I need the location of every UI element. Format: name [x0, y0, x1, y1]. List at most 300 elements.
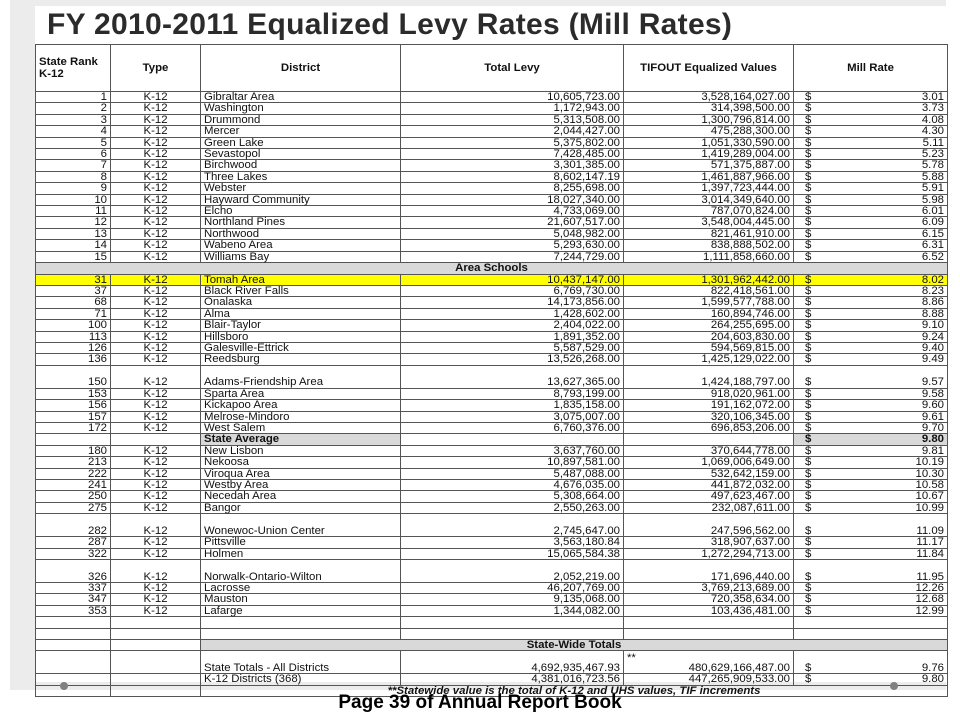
- total-levy-cell: 8,793,199.00: [401, 388, 624, 399]
- table-row: [36, 605, 948, 616]
- tifout-cell: 594,569,815.00: [624, 342, 794, 353]
- table-row: [36, 103, 948, 114]
- total-levy-cell: 8,255,698.00: [401, 183, 624, 194]
- district-cell: Birchwood: [201, 160, 401, 171]
- table-row: [36, 183, 948, 194]
- type-cell: K-12: [111, 126, 201, 137]
- total-levy-cell: 6,760,376.00: [401, 422, 624, 433]
- rank-cell: 37: [36, 285, 111, 296]
- type-cell: K-12: [111, 583, 201, 594]
- rank-cell: 1: [36, 92, 111, 103]
- total-levy-cell: 46,207,769.00: [401, 583, 624, 594]
- page-title: FY 2010-2011 Equalized Levy Rates (Mill Rates): [35, 6, 947, 44]
- district-cell: Galesville-Ettrick: [201, 342, 401, 353]
- tifout-cell: 838,888,502.00: [624, 240, 794, 251]
- district-cell: Mauston: [201, 594, 401, 605]
- mill-rate-cell: $ 8.88: [794, 308, 948, 319]
- mill-rate-cell: $ 11.95: [794, 560, 948, 583]
- rank-cell: 250: [36, 491, 111, 502]
- type-cell: K-12: [111, 160, 201, 171]
- district-cell: Williams Bay: [201, 251, 401, 262]
- total-levy-cell: 13,627,365.00: [401, 365, 624, 388]
- district-cell: Gibraltar Area: [201, 92, 401, 103]
- rank-cell: 71: [36, 308, 111, 319]
- tifout-cell: 232,087,611.00: [624, 502, 794, 513]
- mill-rate-cell: $ 9.24: [794, 331, 948, 342]
- district-cell: Necedah Area: [201, 491, 401, 502]
- district-cell: Bangor: [201, 502, 401, 513]
- rank-cell: 3: [36, 114, 111, 125]
- tifout-cell: 1,425,129,022.00: [624, 354, 794, 365]
- total-levy-cell: 9,135,068.00: [401, 594, 624, 605]
- rank-cell: 156: [36, 400, 111, 411]
- rank-cell: 213: [36, 457, 111, 468]
- district-cell: Lacrosse: [201, 583, 401, 594]
- district-cell: Drummond: [201, 114, 401, 125]
- mill-rate-cell: $ 10.58: [794, 480, 948, 491]
- district-cell: Alma: [201, 308, 401, 319]
- mill-rate-cell: $ 11.84: [794, 548, 948, 559]
- blank-row: [36, 617, 948, 628]
- table-row: [36, 422, 948, 433]
- mill-rate-cell: $ 5.88: [794, 171, 948, 182]
- table-row: [36, 400, 948, 411]
- tifout-cell: 3,769,213,689.00: [624, 583, 794, 594]
- total-levy-cell: 1,891,352.00: [401, 331, 624, 342]
- type-cell: K-12: [111, 560, 201, 583]
- district-cell: Reedsburg: [201, 354, 401, 365]
- table-row: [36, 285, 948, 296]
- type-cell: K-12: [111, 194, 201, 205]
- totals-footnote: **Statewide value is the total of K-12 and UHS values, TIF increments: [201, 685, 948, 696]
- totals-all-mill: $ 9.76: [794, 651, 948, 674]
- header-total-levy: Total Levy: [401, 45, 624, 92]
- type-cell: K-12: [111, 445, 201, 456]
- tifout-cell: 475,288,300.00: [624, 126, 794, 137]
- rank-cell: 157: [36, 411, 111, 422]
- mill-rate-cell: $ 5.91: [794, 183, 948, 194]
- type-cell: K-12: [111, 217, 201, 228]
- type-cell: K-12: [111, 342, 201, 353]
- tifout-cell: 441,872,032.00: [624, 480, 794, 491]
- state-average-mill: $ 9.80: [794, 434, 948, 445]
- totals-k12-row: [36, 674, 948, 685]
- table-row: [36, 342, 948, 353]
- table-row: [36, 274, 948, 285]
- table-row: [36, 502, 948, 513]
- rank-cell: 100: [36, 320, 111, 331]
- mill-rate-cell: $ 10.67: [794, 491, 948, 502]
- rank-cell: 322: [36, 548, 111, 559]
- mill-rate-cell: $ 8.02: [794, 274, 948, 285]
- total-levy-cell: 13,526,268.00: [401, 354, 624, 365]
- tifout-cell: 171,696,440.00: [624, 560, 794, 583]
- district-cell: Onalaska: [201, 297, 401, 308]
- type-cell: K-12: [111, 320, 201, 331]
- tifout-cell: 787,070,824.00: [624, 206, 794, 217]
- type-cell: K-12: [111, 285, 201, 296]
- rank-cell: 12: [36, 217, 111, 228]
- table-row: [36, 583, 948, 594]
- tifout-cell: 204,603,830.00: [624, 331, 794, 342]
- table-row: [36, 149, 948, 160]
- type-cell: K-12: [111, 183, 201, 194]
- district-cell: Sevastopol: [201, 149, 401, 160]
- type-cell: K-12: [111, 228, 201, 239]
- mill-rate-cell: $ 9.61: [794, 411, 948, 422]
- table-row: [36, 206, 948, 217]
- type-cell: K-12: [111, 331, 201, 342]
- tifout-cell: 497,623,467.00: [624, 491, 794, 502]
- table-row: [36, 331, 948, 342]
- table-row: [36, 92, 948, 103]
- mill-rate-cell: $ 10.19: [794, 457, 948, 468]
- totals-k12-mill: $ 9.80: [794, 674, 948, 685]
- total-levy-cell: 2,052,219.00: [401, 560, 624, 583]
- mill-rate-cell: $ 3.73: [794, 103, 948, 114]
- levy-table: [35, 44, 948, 697]
- tifout-cell: 103,436,481.00: [624, 605, 794, 616]
- tifout-cell: 720,358,634.00: [624, 594, 794, 605]
- total-levy-cell: 5,313,508.00: [401, 114, 624, 125]
- table-row: [36, 468, 948, 479]
- total-levy-cell: 10,897,581.00: [401, 457, 624, 468]
- rank-cell: 136: [36, 354, 111, 365]
- district-cell: Washington: [201, 103, 401, 114]
- mill-rate-cell: $ 6.52: [794, 251, 948, 262]
- table-row: [36, 388, 948, 399]
- total-levy-cell: 3,563,180.84: [401, 537, 624, 548]
- table-row: [36, 126, 948, 137]
- table-row: [36, 160, 948, 171]
- rank-cell: 172: [36, 422, 111, 433]
- table-row: [36, 308, 948, 319]
- mill-rate-cell: $ 4.30: [794, 126, 948, 137]
- total-levy-cell: 5,308,664.00: [401, 491, 624, 502]
- mill-rate-cell: $ 12.26: [794, 583, 948, 594]
- tifout-cell: 571,375,887.00: [624, 160, 794, 171]
- bullet-dot-left: [60, 682, 68, 690]
- rank-cell: 275: [36, 502, 111, 513]
- type-cell: K-12: [111, 149, 201, 160]
- mill-rate-cell: $ 11.17: [794, 537, 948, 548]
- mill-rate-cell: $ 5.98: [794, 194, 948, 205]
- district-cell: Westby Area: [201, 480, 401, 491]
- tifout-cell: 370,644,778.00: [624, 445, 794, 456]
- district-cell: Hillsboro: [201, 331, 401, 342]
- tifout-cell: 1,301,962,442.00: [624, 274, 794, 285]
- tifout-cell: 1,051,330,590.00: [624, 137, 794, 148]
- total-levy-cell: 4,733,069.00: [401, 206, 624, 217]
- rank-cell: 282: [36, 514, 111, 537]
- table-row: [36, 594, 948, 605]
- header-type: Type: [111, 45, 201, 92]
- mill-rate-cell: $ 9.70: [794, 422, 948, 433]
- total-levy-cell: 2,044,427.00: [401, 126, 624, 137]
- total-levy-cell: 4,676,035.00: [401, 480, 624, 491]
- mill-rate-cell: $ 4.08: [794, 114, 948, 125]
- type-cell: K-12: [111, 206, 201, 217]
- total-levy-cell: 21,607,517.00: [401, 217, 624, 228]
- tifout-cell: 821,461,910.00: [624, 228, 794, 239]
- rank-cell: 222: [36, 468, 111, 479]
- blank-row: [36, 628, 948, 639]
- district-cell: Norwalk-Ontario-Wilton: [201, 560, 401, 583]
- table-row: [36, 445, 948, 456]
- type-cell: K-12: [111, 548, 201, 559]
- type-cell: K-12: [111, 411, 201, 422]
- totals-all-label: State Totals - All Districts: [201, 651, 401, 674]
- type-cell: K-12: [111, 514, 201, 537]
- district-cell: Kickapoo Area: [201, 400, 401, 411]
- page-caption: Page 39 of Annual Report Book: [338, 692, 622, 713]
- district-cell: Melrose-Mindoro: [201, 411, 401, 422]
- rank-cell: 2: [36, 103, 111, 114]
- district-cell: Three Lakes: [201, 171, 401, 182]
- mill-rate-cell: $ 6.09: [794, 217, 948, 228]
- total-levy-cell: 10,605,723.00: [401, 92, 624, 103]
- rank-cell: 5: [36, 137, 111, 148]
- district-cell: Northland Pines: [201, 217, 401, 228]
- area-schools-section: [36, 263, 948, 274]
- district-cell: Green Lake: [201, 137, 401, 148]
- type-cell: K-12: [111, 365, 201, 388]
- district-cell: Tomah Area: [201, 274, 401, 285]
- district-cell: New Lisbon: [201, 445, 401, 456]
- table-row: [36, 217, 948, 228]
- district-cell: Blair-Taylor: [201, 320, 401, 331]
- district-cell: Adams-Friendship Area: [201, 365, 401, 388]
- district-cell: Elcho: [201, 206, 401, 217]
- table-row: [36, 240, 948, 251]
- state-average-row: [36, 434, 948, 445]
- table-row: [36, 251, 948, 262]
- rank-cell: 31: [36, 274, 111, 285]
- table-row: [36, 171, 948, 182]
- rank-cell: 9: [36, 183, 111, 194]
- tifout-cell: 1,461,887,966.00: [624, 171, 794, 182]
- mill-rate-cell: $ 9.10: [794, 320, 948, 331]
- rank-cell: 126: [36, 342, 111, 353]
- tifout-cell: 1,272,294,713.00: [624, 548, 794, 559]
- total-levy-cell: 5,487,088.00: [401, 468, 624, 479]
- total-levy-cell: 2,404,022.00: [401, 320, 624, 331]
- slide-background: [10, 0, 946, 697]
- mill-rate-cell: $ 6.15: [794, 228, 948, 239]
- total-levy-cell: 5,293,630.00: [401, 240, 624, 251]
- type-cell: K-12: [111, 594, 201, 605]
- table-row: [36, 537, 948, 548]
- type-cell: K-12: [111, 308, 201, 319]
- totals-k12-label: K-12 Districts (368): [201, 674, 401, 685]
- total-levy-cell: 14,173,856.00: [401, 297, 624, 308]
- table-row: [36, 480, 948, 491]
- header-tifout: TIFOUT Equalized Values: [624, 45, 794, 92]
- mill-rate-cell: $ 9.49: [794, 354, 948, 365]
- total-levy-cell: 1,428,602.00: [401, 308, 624, 319]
- type-cell: K-12: [111, 171, 201, 182]
- tifout-cell: 1,111,858,660.00: [624, 251, 794, 262]
- rank-cell: 180: [36, 445, 111, 456]
- rank-cell: 8: [36, 171, 111, 182]
- rank-cell: 113: [36, 331, 111, 342]
- type-cell: K-12: [111, 537, 201, 548]
- rank-cell: 10: [36, 194, 111, 205]
- tifout-cell: 918,020,961.00: [624, 388, 794, 399]
- state-average-label: State Average: [201, 434, 401, 445]
- tifout-cell: 1,599,577,788.00: [624, 297, 794, 308]
- mill-rate-cell: $ 12.99: [794, 605, 948, 616]
- district-cell: Holmen: [201, 548, 401, 559]
- tifout-cell: 160,894,746.00: [624, 308, 794, 319]
- district-cell: Wonewoc-Union Center: [201, 514, 401, 537]
- type-cell: K-12: [111, 251, 201, 262]
- table-row: [36, 320, 948, 331]
- type-cell: K-12: [111, 92, 201, 103]
- type-cell: K-12: [111, 400, 201, 411]
- total-levy-cell: 7,428,485.00: [401, 149, 624, 160]
- tifout-cell: 1,069,006,649.00: [624, 457, 794, 468]
- district-cell: Webster: [201, 183, 401, 194]
- totals-header: State-Wide Totals: [201, 640, 948, 651]
- type-cell: K-12: [111, 502, 201, 513]
- rank-cell: 353: [36, 605, 111, 616]
- rank-cell: 14: [36, 240, 111, 251]
- type-cell: K-12: [111, 240, 201, 251]
- total-levy-cell: 5,587,529.00: [401, 342, 624, 353]
- district-cell: West Salem: [201, 422, 401, 433]
- rank-cell: 241: [36, 480, 111, 491]
- state-average-section: [36, 434, 948, 445]
- district-cell: Pittsville: [201, 537, 401, 548]
- table-row: [36, 114, 948, 125]
- rank-cell: 287: [36, 537, 111, 548]
- total-levy-cell: 8,602,147.19: [401, 171, 624, 182]
- rank-cell: 326: [36, 560, 111, 583]
- table-row: [36, 194, 948, 205]
- total-levy-cell: 5,048,982.00: [401, 228, 624, 239]
- mill-rate-cell: $ 3.01: [794, 92, 948, 103]
- type-cell: K-12: [111, 480, 201, 491]
- tifout-cell: 1,300,796,814.00: [624, 114, 794, 125]
- type-cell: K-12: [111, 605, 201, 616]
- rank-cell: 6: [36, 149, 111, 160]
- table-row: [36, 491, 948, 502]
- table-row: [36, 228, 948, 239]
- total-levy-cell: 3,637,760.00: [401, 445, 624, 456]
- total-levy-cell: 6,769,730.00: [401, 285, 624, 296]
- district-cell: Black River Falls: [201, 285, 401, 296]
- header-mill-rate: Mill Rate: [794, 45, 948, 92]
- table-row: [36, 457, 948, 468]
- type-cell: K-12: [111, 137, 201, 148]
- mill-rate-cell: $ 10.30: [794, 468, 948, 479]
- statewide-totals-section: [36, 617, 948, 697]
- total-levy-cell: 1,344,082.00: [401, 605, 624, 616]
- total-levy-cell: 3,301,385.00: [401, 160, 624, 171]
- district-cell: Viroqua Area: [201, 468, 401, 479]
- mill-rate-cell: $ 5.78: [794, 160, 948, 171]
- total-levy-cell: 2,550,263.00: [401, 502, 624, 513]
- header-district: District: [201, 45, 401, 92]
- district-cell: Nekoosa: [201, 457, 401, 468]
- totals-all-row: [36, 651, 948, 674]
- area-school-rows: [36, 274, 948, 434]
- tifout-cell: 3,014,349,640.00: [624, 194, 794, 205]
- rank-cell: 337: [36, 583, 111, 594]
- district-cell: Northwood: [201, 228, 401, 239]
- mill-rate-cell: $ 9.81: [794, 445, 948, 456]
- mill-rate-cell: $ 12.68: [794, 594, 948, 605]
- table-header-row: [36, 45, 948, 92]
- mill-rate-cell: $ 9.40: [794, 342, 948, 353]
- table-row: [36, 297, 948, 308]
- tifout-cell: 264,255,695.00: [624, 320, 794, 331]
- type-cell: K-12: [111, 354, 201, 365]
- rank-cell: 347: [36, 594, 111, 605]
- tifout-cell: 314,398,500.00: [624, 103, 794, 114]
- total-levy-cell: 1,835,158.00: [401, 400, 624, 411]
- total-levy-cell: 1,172,943.00: [401, 103, 624, 114]
- district-cell: Mercer: [201, 126, 401, 137]
- tifout-cell: 3,528,164,027.00: [624, 92, 794, 103]
- table-row: [36, 514, 948, 537]
- district-cell: Hayward Community: [201, 194, 401, 205]
- totals-k12-levy: 4,381,016,723.56: [401, 674, 624, 685]
- rank-cell: 7: [36, 160, 111, 171]
- table-row: [36, 548, 948, 559]
- type-cell: K-12: [111, 491, 201, 502]
- tifout-cell: 318,907,637.00: [624, 537, 794, 548]
- mill-rate-cell: $ 8.23: [794, 285, 948, 296]
- tifout-cell: 696,853,206.00: [624, 422, 794, 433]
- totals-all-tif: ** 480,629,166,487.00: [624, 651, 794, 674]
- mill-rate-cell: $ 6.01: [794, 206, 948, 217]
- district-cell: Sparta Area: [201, 388, 401, 399]
- table-row: [36, 354, 948, 365]
- mill-rate-cell: $ 9.57: [794, 365, 948, 388]
- tifout-cell: 1,419,289,004.00: [624, 149, 794, 160]
- area-schools-header-row: [36, 263, 948, 274]
- rank-cell: 15: [36, 251, 111, 262]
- mill-rate-cell: $ 10.99: [794, 502, 948, 513]
- table-row: [36, 137, 948, 148]
- top-ranked-rows: [36, 92, 948, 263]
- tifout-cell: 822,418,561.00: [624, 285, 794, 296]
- table-row: [36, 560, 948, 583]
- total-levy-cell: 5,375,802.00: [401, 137, 624, 148]
- tifout-cell: 247,596,562.00: [624, 514, 794, 537]
- mill-rate-cell: $ 8.86: [794, 297, 948, 308]
- type-cell: K-12: [111, 388, 201, 399]
- total-levy-cell: 7,244,729.00: [401, 251, 624, 262]
- rank-cell: 153: [36, 388, 111, 399]
- spreadsheet-image: [35, 6, 947, 697]
- mill-rate-cell: $ 5.23: [794, 149, 948, 160]
- tifout-cell: 320,106,345.00: [624, 411, 794, 422]
- type-cell: K-12: [111, 422, 201, 433]
- type-cell: K-12: [111, 297, 201, 308]
- type-cell: K-12: [111, 114, 201, 125]
- tifout-cell: 191,162,072.00: [624, 400, 794, 411]
- header-rank: State Rank K-12: [36, 45, 111, 92]
- mill-rate-cell: $ 5.11: [794, 137, 948, 148]
- rank-cell: 68: [36, 297, 111, 308]
- tifout-cell: 3,548,004,445.00: [624, 217, 794, 228]
- mill-rate-cell: $ 9.58: [794, 388, 948, 399]
- mill-rate-cell: $ 6.31: [794, 240, 948, 251]
- totals-all-levy: 4,692,935,467.93: [401, 651, 624, 674]
